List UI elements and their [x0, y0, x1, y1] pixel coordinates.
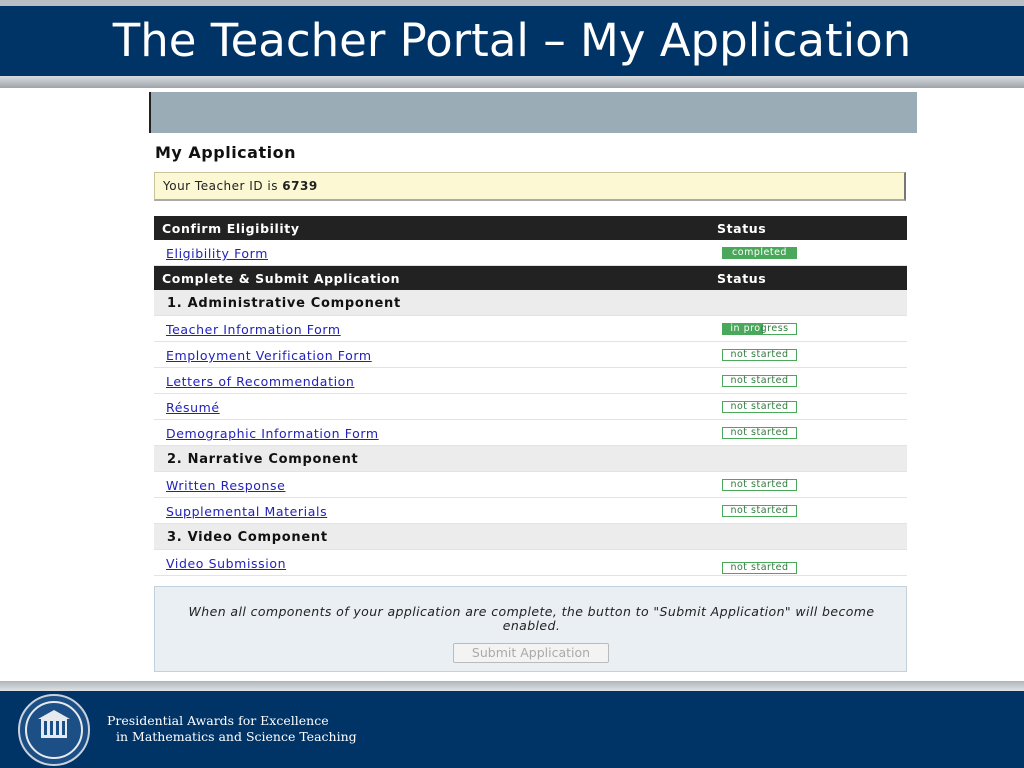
status-badge-text-b: gress — [760, 323, 789, 334]
teacher-id-label: Your Teacher ID is — [163, 179, 283, 193]
supplemental-materials-link[interactable]: Supplemental Materials — [166, 504, 328, 519]
table-row — [154, 472, 907, 498]
teacher-information-form-link[interactable]: Teacher Information Form — [166, 322, 341, 337]
header-bottom-line — [0, 76, 1024, 88]
status-badge: not started — [722, 401, 797, 413]
letters-of-recommendation-link[interactable]: Letters of Recommendation — [166, 374, 355, 389]
group-header-narrative — [154, 446, 907, 472]
group-header-video — [154, 524, 907, 550]
status-column-header: Status — [717, 271, 767, 286]
table-row — [154, 368, 907, 394]
submit-application-button[interactable]: Submit Application — [453, 643, 609, 663]
written-response-link[interactable]: Written Response — [166, 478, 286, 493]
table-row — [154, 420, 907, 446]
status-badge: completed — [722, 247, 797, 259]
teacher-id-box — [154, 172, 906, 201]
video-submission-link[interactable]: Video Submission — [166, 556, 287, 571]
page-title: My Application — [155, 143, 296, 162]
demographic-information-form-link[interactable]: Demographic Information Form — [166, 426, 379, 441]
table-row — [154, 394, 907, 420]
status-badge: not started — [722, 427, 797, 439]
status-badge: not started — [722, 562, 797, 574]
table-row — [154, 240, 907, 266]
employment-verification-form-link[interactable]: Employment Verification Form — [166, 348, 372, 363]
group-label: 3. Video Component — [167, 530, 328, 545]
notice-text: When all components of your application are complete, the button to "Submit Application" will become enabled. — [188, 604, 875, 633]
section-label: Complete & Submit Application — [162, 271, 401, 286]
group-label: 1. Administrative Component — [167, 296, 401, 311]
status-badge-text-a: in pro — [730, 323, 761, 334]
status-badge: not started — [722, 349, 797, 361]
application-table — [154, 216, 907, 576]
footer-top-line — [0, 681, 1024, 691]
group-label: 2. Narrative Component — [167, 452, 359, 467]
table-row — [154, 316, 907, 342]
slide-title: The Teacher Portal – My Application — [112, 14, 912, 67]
portal-top-bar — [149, 92, 917, 133]
status-column-header: Status — [717, 221, 767, 236]
portal-screenshot — [149, 92, 917, 674]
status-badge: not started — [722, 375, 797, 387]
group-header-administrative — [154, 290, 907, 316]
table-row — [154, 550, 907, 576]
table-row — [154, 498, 907, 524]
organization-name-line2: in Mathematics and Science Teaching — [116, 729, 357, 744]
organization-name-line1: Presidential Awards for Excellence — [107, 713, 329, 728]
section-header-eligibility — [154, 216, 907, 240]
submit-notice — [154, 586, 907, 672]
teacher-id-value: 6739 — [282, 179, 318, 193]
section-header-submit — [154, 266, 907, 290]
status-badge: not started — [722, 479, 797, 491]
status-badge — [722, 323, 797, 335]
section-label: Confirm Eligibility — [162, 221, 300, 236]
eligibility-form-link[interactable]: Eligibility Form — [166, 246, 268, 261]
table-row — [154, 342, 907, 368]
resume-link[interactable]: Résumé — [166, 400, 220, 415]
presidential-awards-seal-logo — [18, 694, 90, 766]
status-badge: not started — [722, 505, 797, 517]
